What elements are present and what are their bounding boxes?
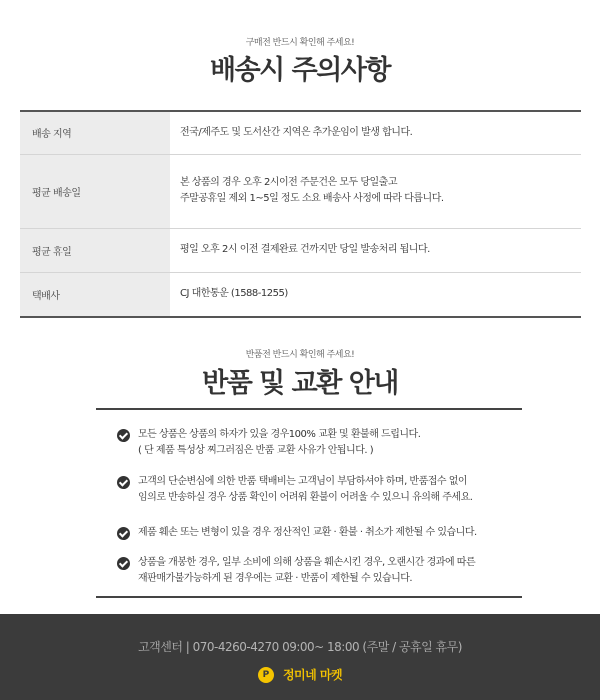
returns-title: 반품 및 교환 안내 [202,368,398,399]
shipping-info-table [20,110,581,318]
notice-line: 제품 훼손 또는 변형이 있을 경우 정산적인 교환 · 환불 · 취소가 제한될 수 있습니다. [138,527,477,538]
row-value-line: 주말공휴일 제외 1~5일 정도 소요 배송사 사정에 따라 다릅니다. [180,193,444,204]
row-label-avg-holiday: 평균 휴일 [20,228,170,272]
notice-line: 모든 상품은 상품의 하자가 있을 경우100% 교환 및 환불해 드립니다. [138,429,421,440]
shipping-subtitle: 구매전 반드시 확인해 주세요! [245,38,355,48]
table-row [20,154,581,228]
shipping-title: 배송시 주의사항 [210,55,390,86]
returns-subtitle: 반품전 반드시 확인해 주세요! [245,350,355,360]
check-circle-icon [117,476,130,489]
brand [0,664,600,683]
footer [0,614,600,700]
row-value-courier [170,272,581,317]
notice-text [138,427,518,459]
notice-line: ( 단 제품 특성상 찌그러짐은 반품 교환 사유가 안됩니다. ) [138,445,374,456]
table-row [20,111,581,154]
row-value-line: 전국/제주도 및 도서산간 지역은 추가운임이 발생 합니다. [180,126,413,138]
row-value-line: 본 상품의 경우 오후 2시이전 주문건은 모두 당일출고 [180,177,397,188]
returns-notice-list [96,408,522,598]
row-value-avg-holiday [170,228,581,272]
row-label-delivery-area: 배송 지역 [20,111,170,154]
brand-name: 정미네 마켓 [282,668,343,682]
notice-line: 임의로 반송하실 경우 상품 확인이 어려워 환불이 어려울 수 있으니 유의해 주세요. [138,492,473,503]
market-coin-icon: P [258,667,274,683]
check-circle-icon [117,429,130,442]
row-label-courier: 택배사 [20,272,170,317]
check-circle-icon [117,557,130,570]
row-value-line: CJ 대한통운 (1588-1255) [180,288,288,300]
notice-line: 고객의 단순변심에 의한 반품 택배비는 고객님이 부담하셔야 하며, 반품접수 없이 [138,476,468,487]
row-value-line: 평일 오후 2시 이전 결제완료 건까지만 당일 발송처리 됩니다. [180,244,430,255]
customer-center-contact: 고객센터 | 070-4260-4270 09:00~ 18:00 (주말 / 공휴일 휴무) [138,640,462,654]
notice-text [138,474,518,506]
notice-line: 상품을 개봉한 경우, 일부 소비에 의해 상품을 훼손시킨 경우, 오랜시간 경과에 따른 [138,557,476,568]
table-row [20,272,581,317]
row-label-avg-delivery: 평균 배송일 [20,154,170,228]
row-value-delivery-area [170,111,581,154]
notice-text [138,555,518,587]
notice-line: 재판매가불가능하게 된 경우에는 교환 · 반품이 제한될 수 있습니다. [138,573,413,584]
table-row [20,228,581,272]
row-value-avg-delivery [170,154,581,228]
notice-text [138,525,518,541]
check-circle-icon [117,527,130,540]
